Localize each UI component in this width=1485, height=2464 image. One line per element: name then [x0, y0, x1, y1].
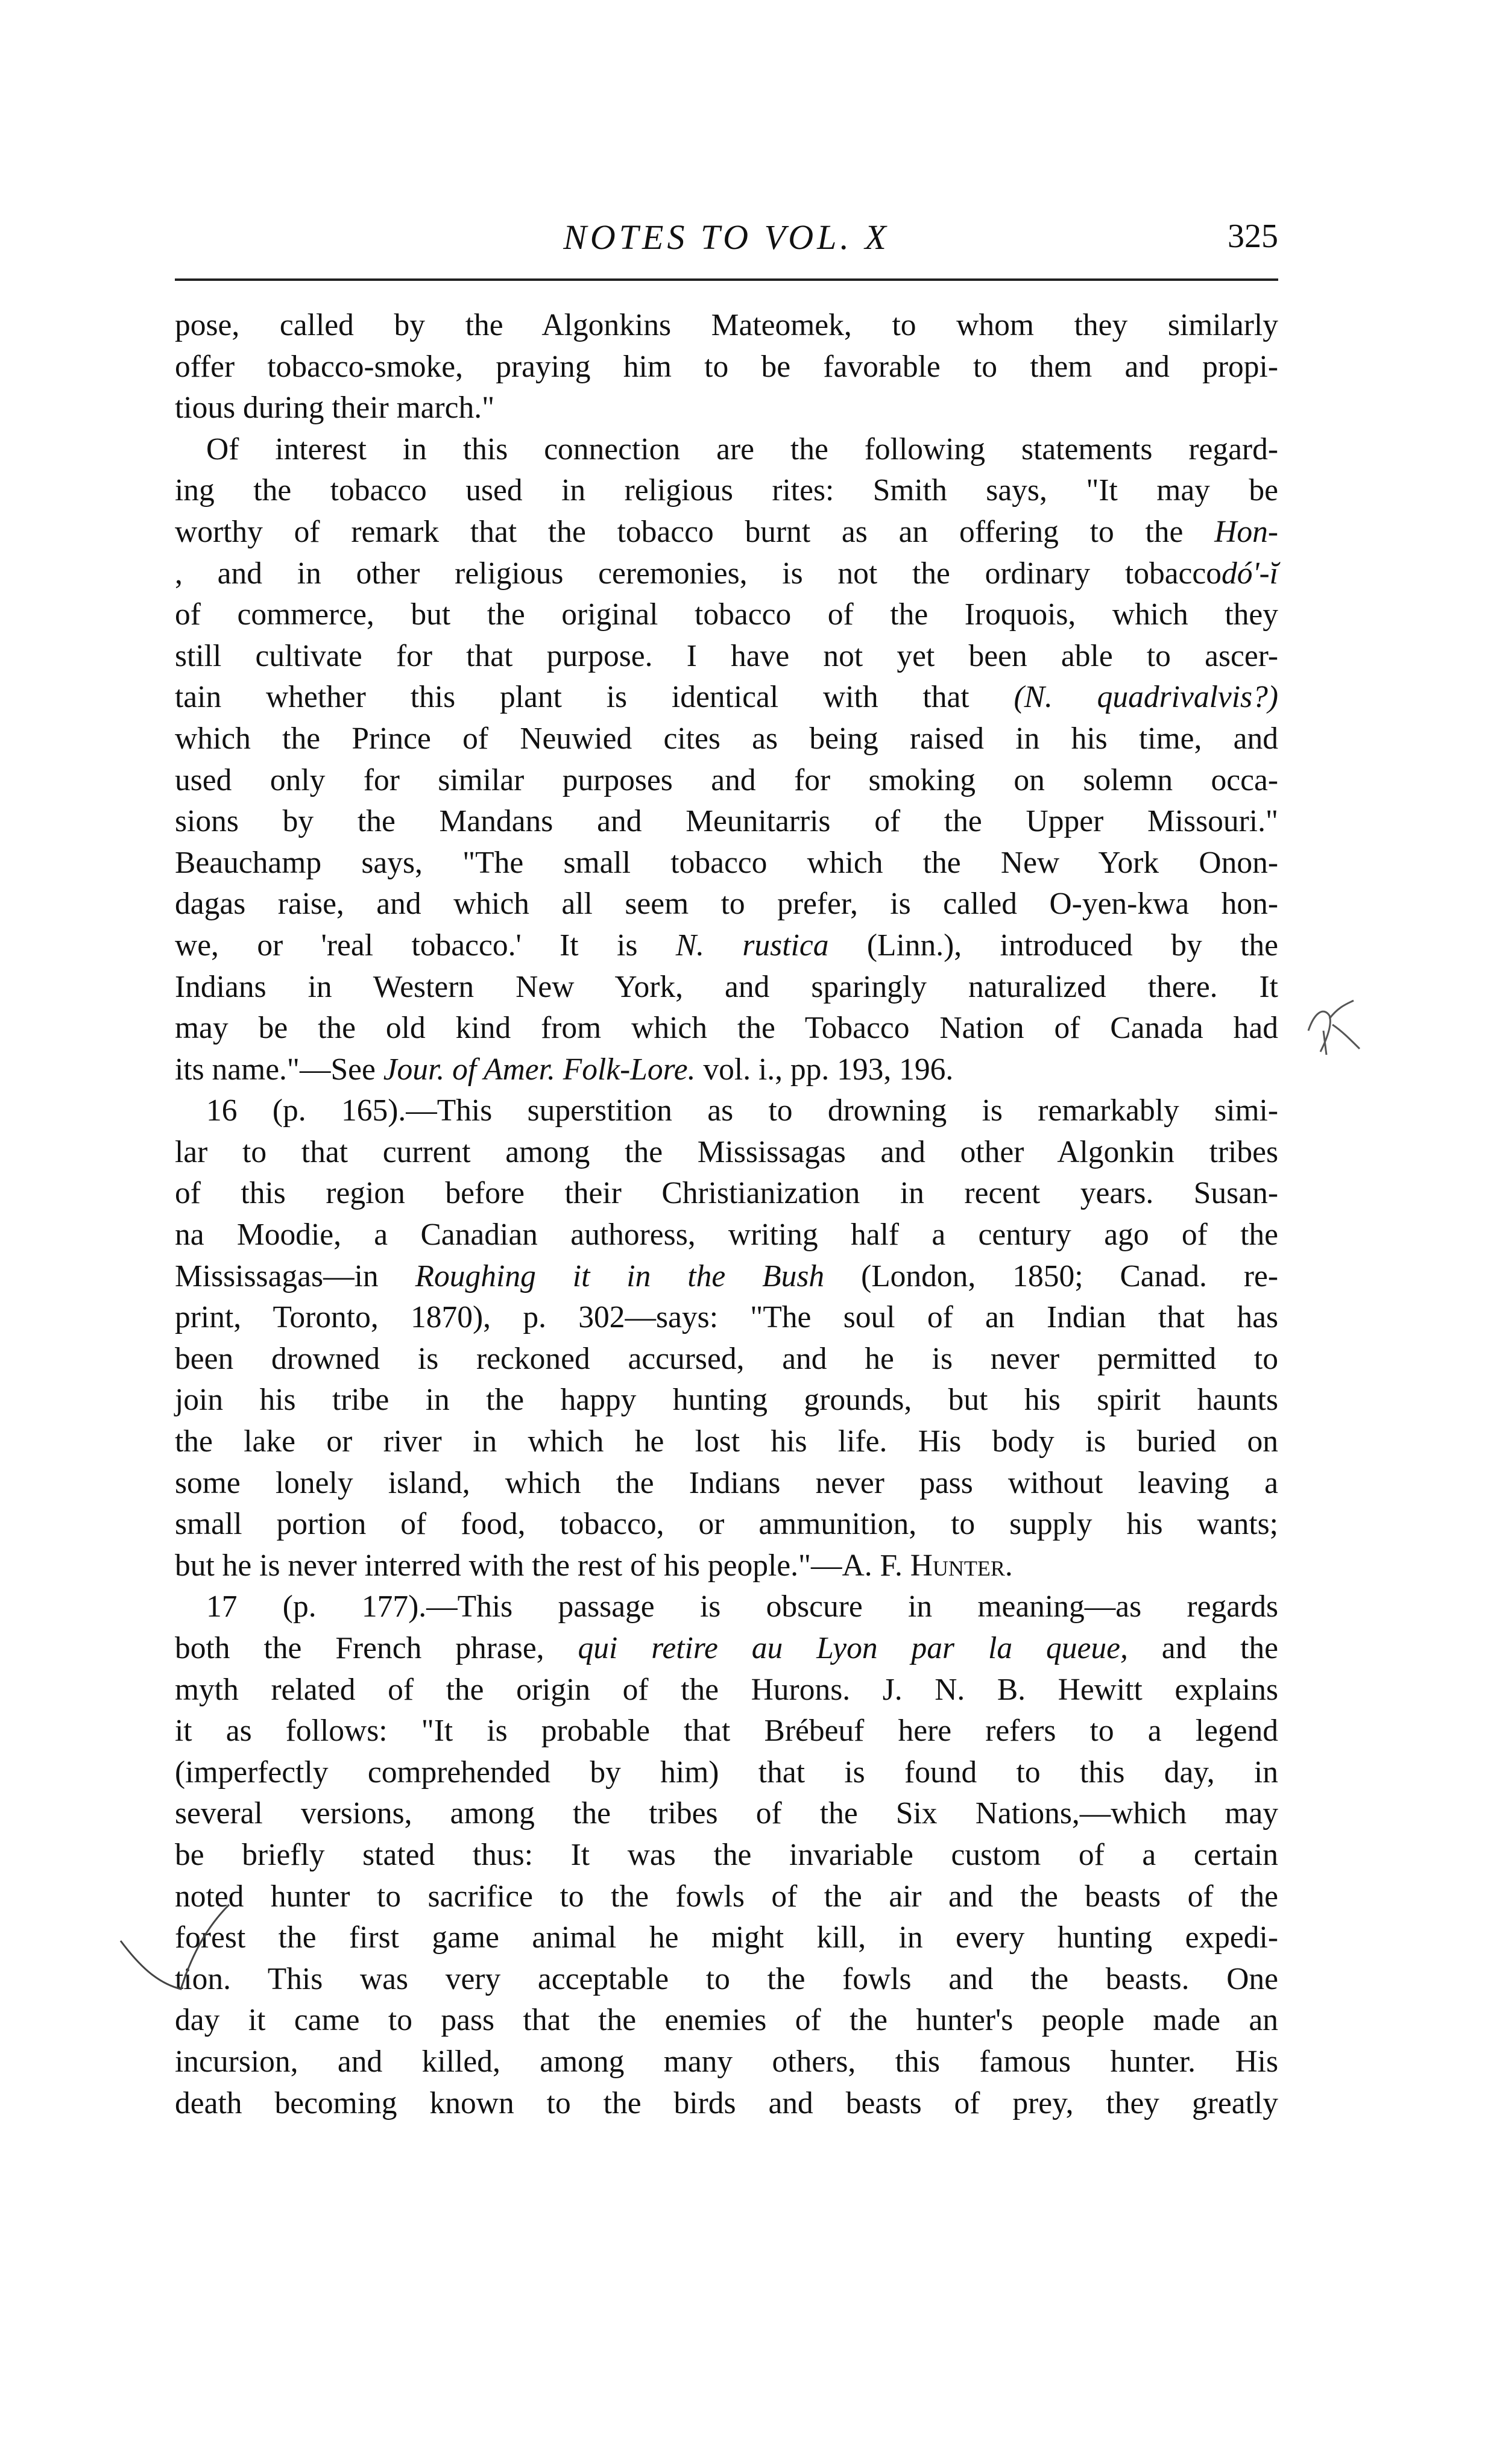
italic-text: N. rustica [675, 928, 829, 963]
text-line [175, 594, 1278, 636]
line-text: of commerce, but the original tobacco of the Iroquois, which they [175, 597, 1278, 632]
line-text: which the Prince of Neuwied cites as being raised in his time, and [175, 721, 1278, 756]
text-line [175, 1711, 1278, 1752]
line-text: noted hunter to sacrifice to the fowls of the air and the beasts of the [175, 1879, 1278, 1914]
text-line [175, 388, 1278, 429]
text-line [175, 801, 1278, 843]
line-text: tion. This was very acceptable to the fowls and the beasts. One [175, 1961, 1278, 1996]
line-text: print, Toronto, 1870), p. 302—says: "The soul of an Indian that has [175, 1300, 1278, 1335]
text-line [175, 1132, 1278, 1174]
text-line [175, 967, 1278, 1008]
text-line [175, 2041, 1278, 2083]
text-line [175, 1380, 1278, 1421]
line-text: used only for similar purposes and for smoking on solemn occa- [175, 762, 1278, 797]
text-line [175, 925, 1278, 967]
line-text: forest the first game animal he might kill, in every hunting expedi- [175, 1920, 1278, 1955]
italic-text: (N. quadrivalvis?) [1014, 680, 1279, 715]
text-line [175, 760, 1278, 802]
line-text: sions by the Mandans and Meunitarris of the Upper Missouri." [175, 804, 1278, 839]
line-text: ing the tobacco used in religious rites: Smith says, "It may be [175, 473, 1278, 508]
line-text: be briefly stated thus: It was the invariable custom of a certain [175, 1837, 1278, 1872]
line-text: tain whether this plant is identical with that [175, 680, 1014, 715]
text-line [175, 1215, 1278, 1256]
italic-text: qui retire au Lyon par la queue, [578, 1631, 1128, 1665]
text-line [175, 1835, 1278, 1876]
page-number: 325 [1228, 218, 1278, 255]
text-line [175, 512, 1278, 553]
text-line [175, 1586, 1278, 1628]
line-text: join his tribe in the happy hunting grounds, but his spirit haunts [175, 1383, 1278, 1418]
line-text: incursion, and killed, among many others, this famous hunter. His [175, 2044, 1278, 2079]
margin-pencil-mark [1302, 995, 1369, 1067]
line-text: (London, 1850; Canad. re- [824, 1259, 1278, 1293]
line-text: vol. i., pp. 193, 196. [695, 1052, 954, 1087]
line-text: (imperfectly comprehended by him) that is found to this day, in [175, 1755, 1278, 1790]
line-text: lar to that current among the Mississagas and other Algonkin tribes [175, 1134, 1278, 1169]
text-line [175, 305, 1278, 347]
page-header [175, 217, 1278, 265]
text-line [175, 1297, 1278, 1339]
line-text: several versions, among the tribes of the Six Nations,—which may [175, 1796, 1278, 1831]
running-title: NOTES TO VOL. X [563, 218, 890, 257]
text-line [175, 1256, 1278, 1298]
line-text: dagas raise, and which all seem to prefer, is called O-yen-kwa hon- [175, 887, 1278, 922]
line-text: its name."—See [175, 1052, 383, 1087]
text-line [175, 429, 1278, 471]
line-text: but he is never interred with the rest of his people."—A. F. [175, 1548, 910, 1583]
text-line [175, 677, 1278, 718]
line-text: Beauchamp says, "The small tobacco which the New York Onon- [175, 845, 1278, 880]
line-text: 16 (p. 165).—This superstition as to drowning is remarkably simi- [206, 1093, 1278, 1128]
line-text: small portion of food, tobacco, or ammunition, to supply his wants; [175, 1507, 1278, 1542]
text-line [175, 347, 1278, 388]
text-line [175, 1628, 1278, 1670]
text-line [175, 2000, 1278, 2041]
line-text: offer tobacco-smoke, praying him to be favorable to them and propi- [175, 349, 1278, 384]
line-text: it as follows: "It is probable that Brébeuf here refers to a legend [175, 1714, 1278, 1749]
italic-text: Roughing it in the Bush [415, 1259, 825, 1293]
author-name: Hunter. [910, 1548, 1013, 1583]
line-text: pose, called by the Algonkins Mateomek, to whom they similarly [175, 308, 1278, 342]
line-text: of this region before their Christianization in recent years. Susan- [175, 1176, 1278, 1211]
line-text: myth related of the origin of the Hurons. J. N. B. Hewitt explains [175, 1672, 1278, 1707]
text-line [175, 1049, 1278, 1091]
text-line [175, 1545, 1278, 1587]
text-line [175, 843, 1278, 884]
line-text: Mississagas—in [175, 1259, 415, 1293]
text-line [175, 1670, 1278, 1711]
line-text: been drowned is reckoned accursed, and he is never permitted to [175, 1341, 1278, 1376]
line-text: may be the old kind from which the Tobacco Nation of Canada had [175, 1011, 1278, 1046]
text-line [175, 1173, 1278, 1215]
text-line [175, 1876, 1278, 1918]
line-text: 17 (p. 177).—This passage is obscure in meaning—as regards [206, 1589, 1278, 1624]
line-text: some lonely island, which the Indians never pass without leaving a [175, 1465, 1278, 1500]
check-pencil-mark [115, 1899, 235, 2001]
italic-text: Hon- [1214, 514, 1278, 549]
text-line [175, 1959, 1278, 2000]
body-text [175, 305, 1278, 2124]
line-text: tious during their march." [175, 391, 495, 426]
text-line [175, 553, 1278, 595]
line-text: and the [1127, 1631, 1278, 1665]
line-text: Indians in Western New York, and sparingly naturalized there. It [175, 969, 1278, 1004]
text-line [175, 718, 1278, 760]
text-line [175, 1504, 1278, 1545]
text-line [175, 1339, 1278, 1380]
italic-text: dó'-ĭ [1222, 556, 1278, 591]
text-line [175, 470, 1278, 512]
line-text: , and in other religious ceremonies, is not the ordinary tobacco [175, 556, 1222, 591]
line-text: na Moodie, a Canadian authoress, writing half a century ago of the [175, 1218, 1278, 1252]
text-line [175, 884, 1278, 925]
line-text: day it came to pass that the enemies of the hunter's people made an [175, 2003, 1278, 2038]
line-text: (Linn.), introduced by the [828, 928, 1279, 963]
text-line [175, 1793, 1278, 1835]
header-rule [175, 278, 1278, 281]
text-line [175, 1008, 1278, 1049]
text-line [175, 1917, 1278, 1959]
line-text: death becoming known to the birds and beasts of prey, they greatly [175, 2085, 1278, 2120]
text-line [175, 1421, 1278, 1463]
line-text: Of interest in this connection are the following statements regard- [206, 432, 1278, 467]
text-line [175, 2083, 1278, 2125]
line-text: we, or 'real tobacco.' It is [175, 928, 676, 963]
text-line [175, 636, 1278, 677]
line-text: the lake or river in which he lost his life. His body is buried on [175, 1424, 1278, 1459]
line-text: both the French phrase, [175, 1631, 578, 1665]
line-text: worthy of remark that the tobacco burnt as an offering to the [175, 514, 1215, 549]
text-line [175, 1463, 1278, 1504]
text-line [175, 1090, 1278, 1132]
line-text: still cultivate for that purpose. I have not yet been able to ascer- [175, 638, 1278, 673]
italic-text: Jour. of Amer. Folk-Lore. [383, 1052, 696, 1087]
text-line [175, 1752, 1278, 1794]
